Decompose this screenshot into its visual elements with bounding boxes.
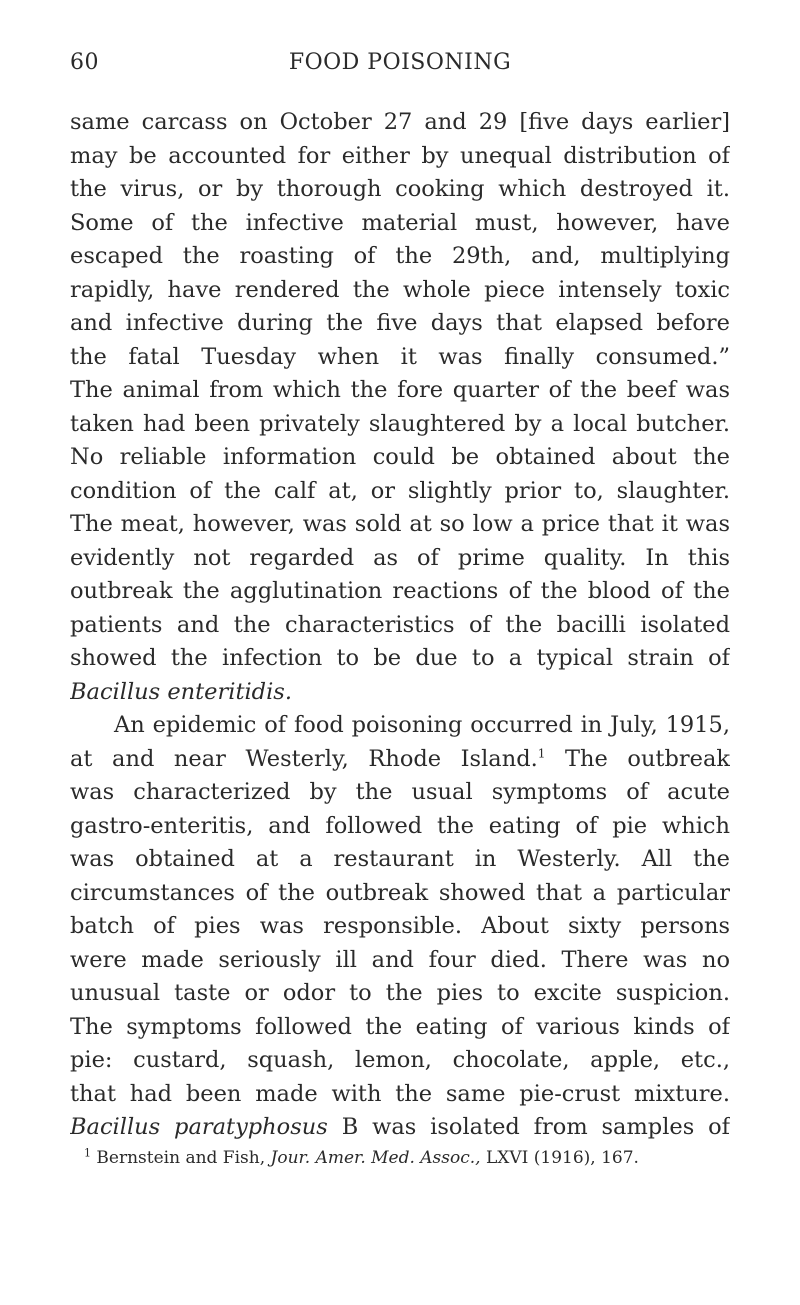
text-line: circumstances of the outbreak showed that a particular: [70, 879, 730, 906]
text-line: was obtained at a restaurant in Westerly. All the: [70, 846, 730, 872]
footnote-journal: Jour. Amer. Med. Assoc.,: [270, 1147, 481, 1168]
text-line: No reliable information could be obtained about the: [70, 444, 730, 470]
text-line: the fatal Tuesday when it was finally consumed.”: [70, 343, 730, 370]
species-name: Bacillus enteritidis.: [70, 678, 292, 705]
book-page: [70, 50, 730, 1169]
text-fragment: B was isolated from samples of: [341, 1114, 730, 1140]
text-line: An epidemic of food poisoning occurred in July, 1915,: [114, 712, 730, 738]
text-line: and infective during the five days that elapsed before: [70, 310, 730, 336]
text-line: The symptoms followed the eating of various kinds of: [70, 1013, 730, 1040]
text-line: [70, 1111, 730, 1145]
text-fragment: The outbreak: [565, 745, 730, 772]
text-line: patients and the characteristics of the bacilli isolated: [70, 611, 730, 638]
text-line: were made seriously ill and four died. There was no: [70, 946, 730, 973]
species-name: Bacillus paratyphosus: [70, 1114, 328, 1140]
text-line: evidently not regarded as of prime quality. In this: [70, 544, 730, 571]
text-line: Some of the infective material must, however, have: [70, 209, 730, 236]
text-line: batch of pies was responsible. About sixty persons: [70, 913, 730, 939]
footnote-citation: LXVI (1916), 167.: [485, 1147, 639, 1168]
running-head: FOOD POISONING: [288, 50, 512, 75]
text-line: [70, 676, 730, 710]
text-line: rapidly, have rendered the whole piece intensely toxic: [70, 276, 730, 303]
text-line: the virus, or by thorough cooking which destroyed it.: [70, 176, 730, 202]
text-line: unusual taste or odor to the pies to excite suspicion.: [70, 980, 730, 1006]
text-line: may be accounted for either by unequal distribution of: [70, 142, 730, 169]
body-text: [70, 106, 730, 1145]
text-line: was characterized by the usual symptoms of acute: [70, 779, 730, 805]
text-line: that had been made with the same pie-crust mixture.: [70, 1080, 730, 1107]
text-fragment: at and near Westerly, Rhode Island.: [70, 745, 538, 772]
text-line: The animal from which the fore quarter of the beef was: [70, 377, 730, 403]
page-header: [70, 50, 730, 90]
text-line: condition of the calf at, or slightly prior to, slaughter.: [70, 477, 730, 504]
footnote-marker: 1: [84, 1145, 91, 1159]
text-line: gastro-enteritis, and followed the eating of pie which: [70, 812, 730, 839]
text-line: showed the infection to be due to a typical strain of: [70, 645, 730, 671]
footnote-reference[interactable]: 1: [537, 746, 546, 760]
text-line: taken had been privately slaughtered by a local butcher.: [70, 410, 730, 437]
text-line: outbreak the agglutination reactions of the blood of the: [70, 578, 730, 604]
text-line: escaped the roasting of the 29th, and, multiplying: [70, 243, 730, 269]
footnote: [70, 1147, 730, 1169]
text-line: pie: custard, squash, lemon, chocolate, apple, etc.,: [70, 1047, 730, 1073]
text-line: [70, 743, 730, 777]
page-number: 60: [70, 50, 99, 75]
text-line: The meat, however, was sold at so low a price that it was: [70, 511, 730, 537]
text-line: same carcass on October 27 and 29 [five days earlier]: [70, 109, 730, 135]
footnote-authors: Bernstein and Fish,: [96, 1147, 266, 1168]
